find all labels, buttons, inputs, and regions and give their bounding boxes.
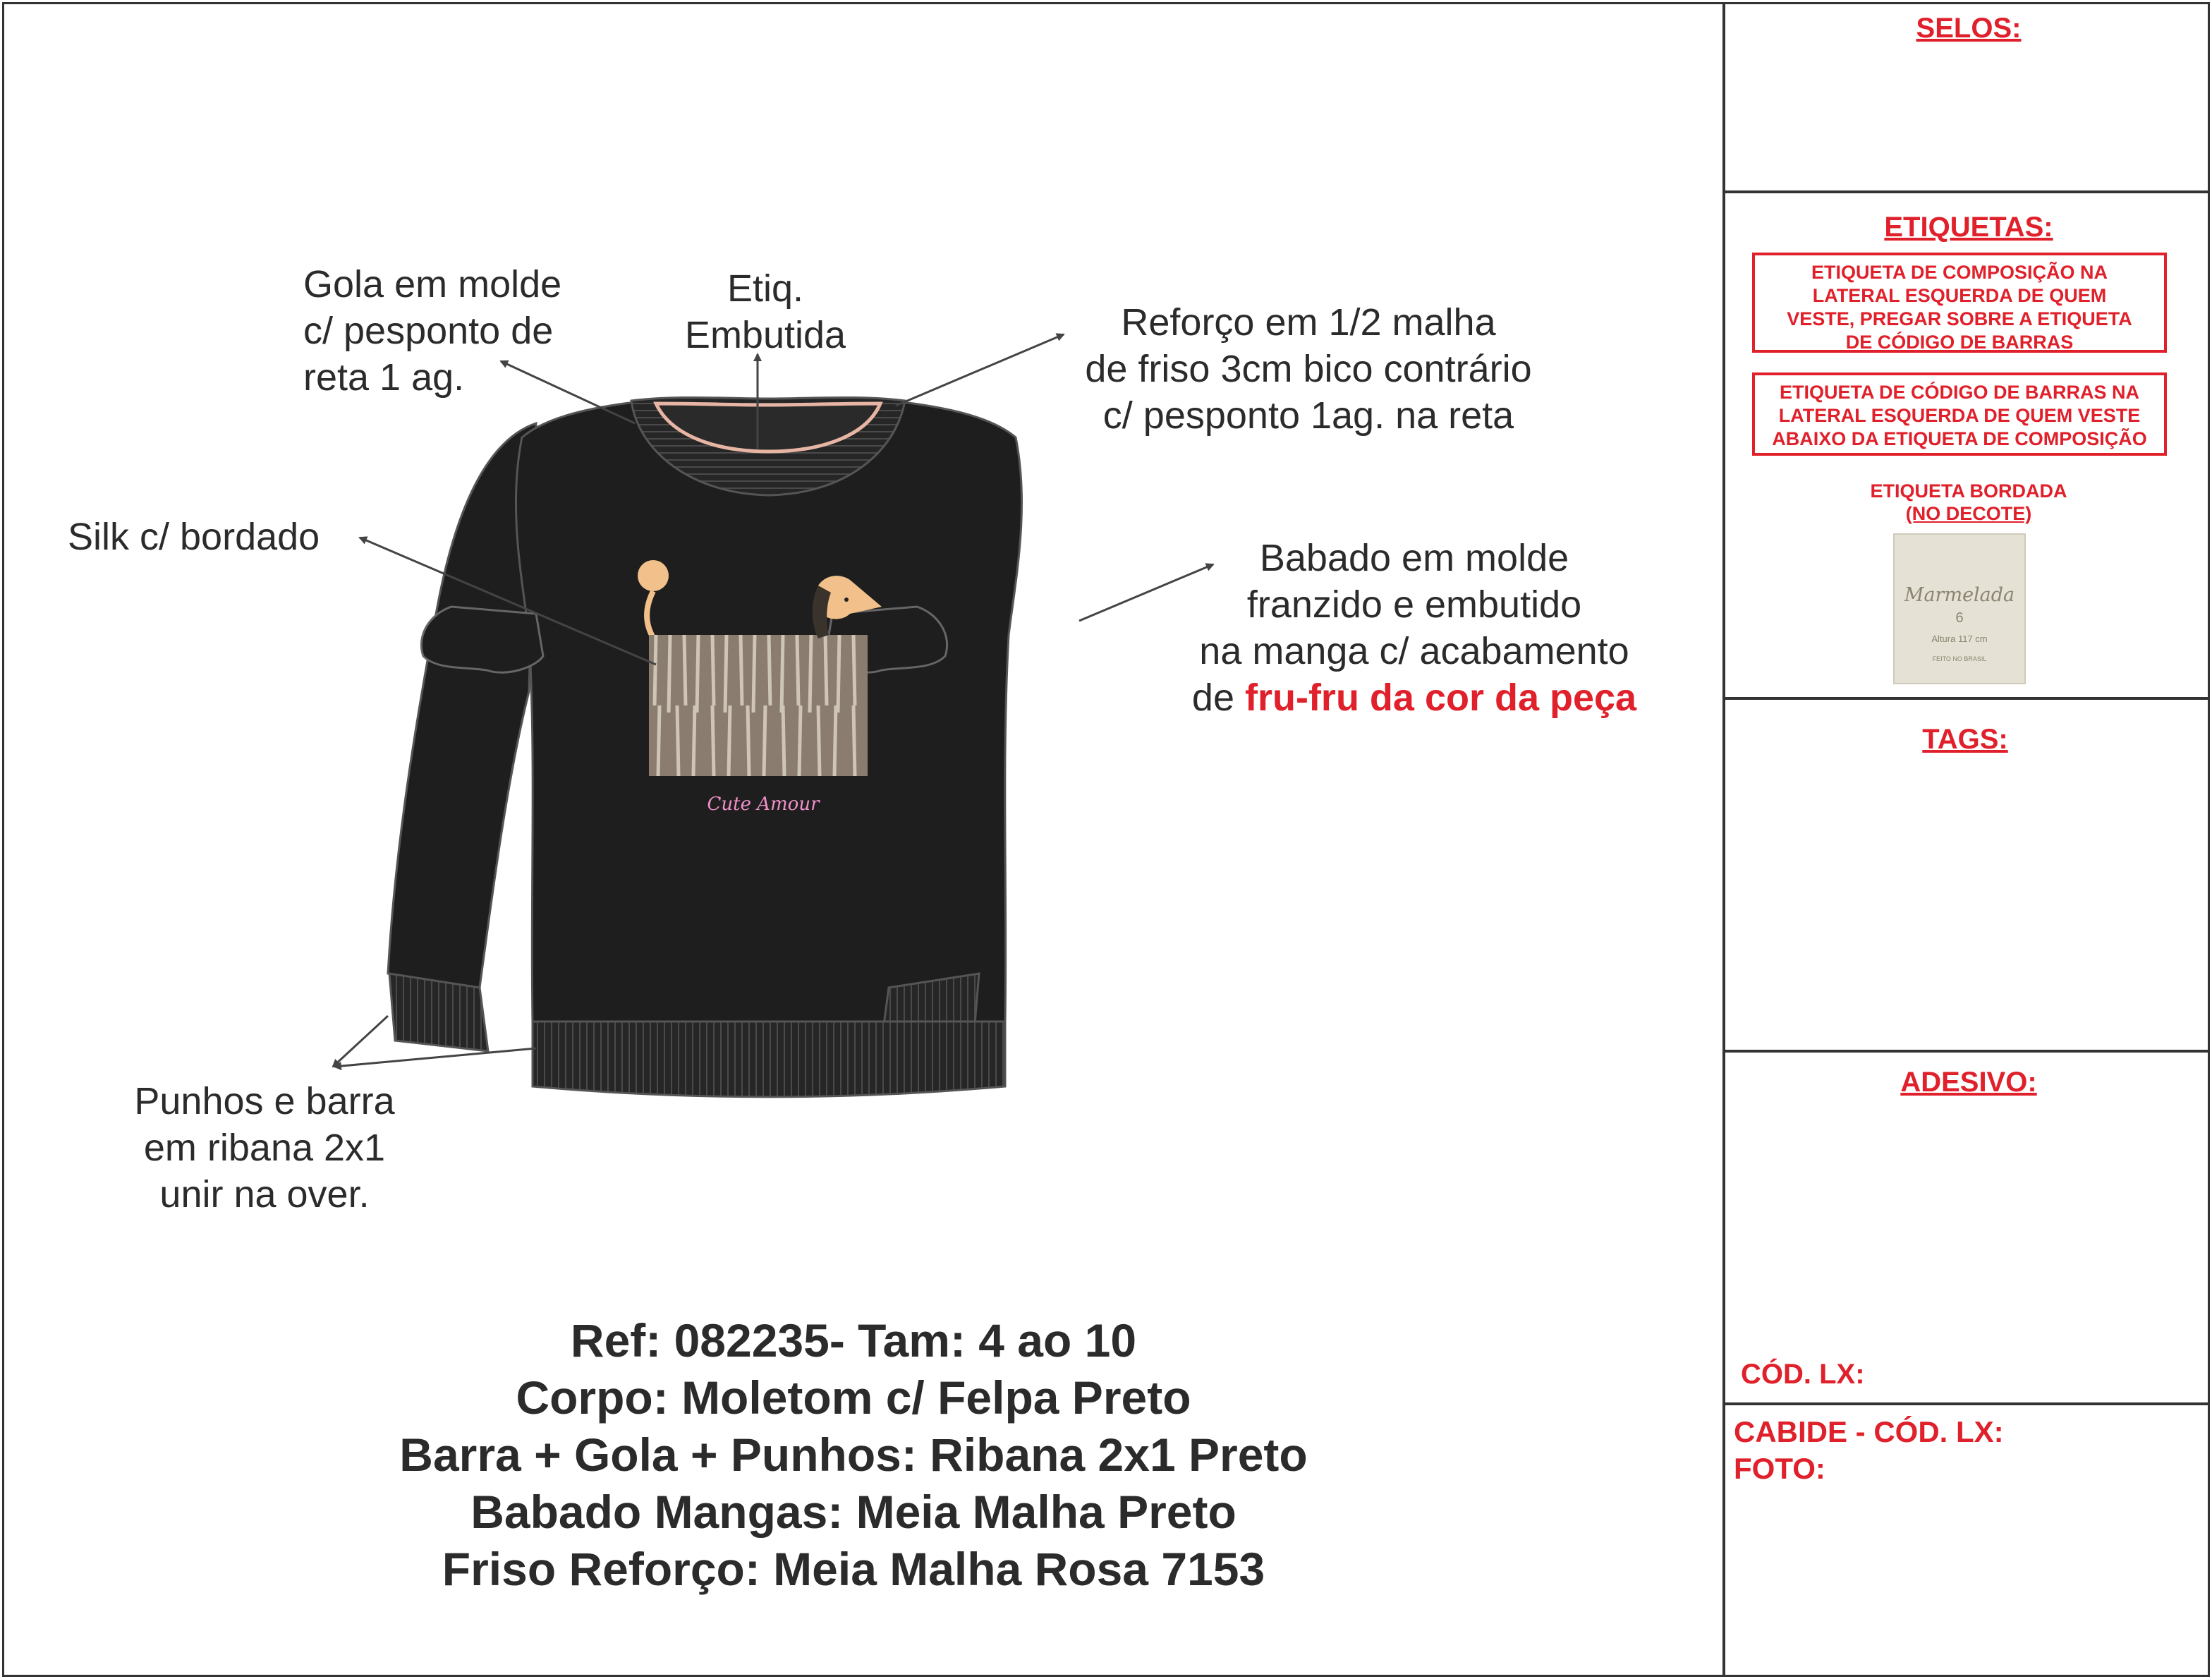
arrow-reforco bbox=[896, 334, 1064, 406]
arrow-punhos-2 bbox=[334, 1048, 536, 1067]
etiquetas-title: ETIQUETAS: bbox=[1884, 212, 2053, 243]
callout-reforco: Reforço em 1/2 malha de friso 3cm bico contrário c/ pesponto 1ag. na reta bbox=[1085, 301, 1532, 437]
summary-friso: Friso Reforço: Meia Malha Rosa 7153 bbox=[442, 1543, 1265, 1595]
selos-title: SELOS: bbox=[1916, 13, 2022, 44]
embroidered-label-card: Marmelada 6 Altura 117 cm FEITO NO BRASIL bbox=[1893, 533, 2026, 684]
divider-etiquetas bbox=[1722, 697, 2210, 700]
callout-punhos: Punhos e barra em ribana 2x1 unir na over. bbox=[134, 1080, 395, 1216]
etiqueta-composicao-box: ETIQUETA DE COMPOSIÇÃO NA LATERAL ESQUERDA DE QUEM VESTE, PREGAR SOBRE A ETIQUETA DE CÓDIGO DE BARRAS bbox=[1752, 253, 2167, 353]
babado-highlight: fru-fru da cor da peça bbox=[1244, 677, 1637, 719]
summary-babado: Babado Mangas: Meia Malha Preto bbox=[470, 1486, 1236, 1538]
summary-corpo: Corpo: Moletom c/ Felpa Preto bbox=[516, 1371, 1191, 1424]
foto-label: FOTO: bbox=[1734, 1452, 1825, 1485]
tags-title: TAGS: bbox=[1922, 724, 2008, 755]
sidebar-divider bbox=[1722, 2, 1725, 1677]
etiqueta-codigo-box: ETIQUETA DE CÓDIGO DE BARRAS NA LATERAL ESQUERDA DE QUEM VESTE ABAIXO DA ETIQUETA DE COMPOSIÇÃO bbox=[1752, 372, 2167, 456]
arrow-punhos-1 bbox=[333, 1016, 388, 1067]
adesivo-title: ADESIVO: bbox=[1900, 1067, 2037, 1098]
left-sleeve bbox=[388, 423, 536, 988]
divider-tags bbox=[1722, 1050, 2210, 1053]
etiqueta-bordada: ETIQUETA BORDADA (NO DECOTE) bbox=[1870, 480, 2067, 524]
cabide-cod-lx: CABIDE - CÓD. LX: bbox=[1734, 1415, 2004, 1448]
callout-gola: Gola em molde c/ pesponto de reta 1 ag. bbox=[303, 263, 562, 399]
callout-babado: Babado em molde franzido e embutido na manga c/ acabamento de fru-fru da cor da peça bbox=[1191, 537, 1637, 719]
divider-adesivo bbox=[1722, 1402, 2210, 1405]
left-ruffle bbox=[421, 607, 543, 672]
summary-ref: Ref: 082235- Tam: 4 ao 10 bbox=[570, 1314, 1137, 1366]
cod-lx: CÓD. LX: bbox=[1741, 1359, 1865, 1390]
hem-band bbox=[533, 1022, 1005, 1097]
divider-selos bbox=[1722, 190, 2210, 193]
spec-summary bbox=[282, 1312, 1425, 1598]
callout-silk: Silk c/ bordado bbox=[68, 516, 320, 558]
callout-etiq: Etiq. Embutida bbox=[684, 267, 846, 356]
print-text: Cute Amour bbox=[707, 794, 820, 815]
summary-barra: Barra + Gola + Punhos: Ribana 2x1 Preto bbox=[399, 1429, 1308, 1481]
